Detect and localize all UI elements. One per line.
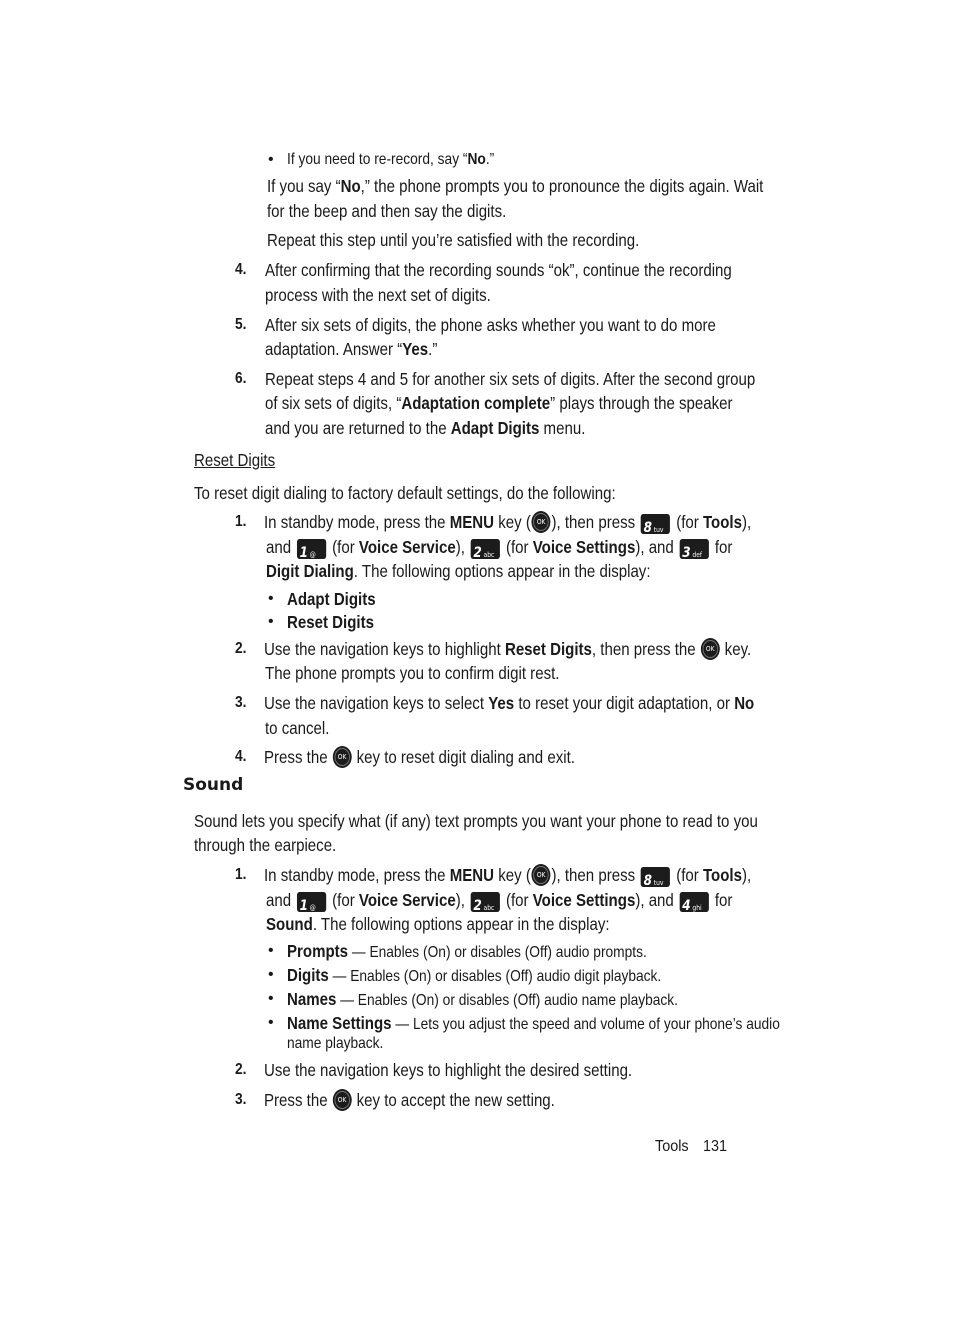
reset-step-1-line-1: In standby mode, press the MENU key ( OK ), then press 8 tuv (for Tools), — [264, 512, 752, 536]
sound-step-1-line-1: In standby mode, press the MENU key ( OK ), then press 8 tuv (for Tools), — [264, 865, 752, 889]
ok-key-icon: OK — [532, 511, 551, 533]
sound-step-1-line-3: Sound. The following options appear in the display: — [266, 914, 610, 934]
step-number: 3. — [235, 694, 247, 711]
key-2-abc-icon: 2 abc — [471, 539, 500, 559]
sound-heading: Sound — [183, 775, 244, 795]
key-8-tuv-icon: 8 tuv — [641, 867, 670, 887]
step-number: 2. — [235, 1061, 247, 1078]
bullet: • — [268, 966, 274, 983]
step-4-line-2: process with the next set of digits. — [265, 285, 491, 305]
reset-intro: To reset digit dialing to factory default settings, do the following: — [194, 483, 616, 503]
sound-intro-line-2: through the earpiece. — [194, 835, 337, 855]
step-number: 2. — [235, 640, 247, 657]
step-number: 5. — [235, 316, 247, 333]
option-prompts: Prompts — Enables (On) or disables (Off) audio prompts. — [287, 941, 647, 961]
reset-step-1-line-3: Digit Dialing. The following options appear in the display: — [266, 561, 651, 581]
ok-key-icon: OK — [333, 746, 352, 768]
step-6-line-1: Repeat steps 4 and 5 for another six sets of digits. After the second group — [265, 369, 756, 389]
bullet: • — [268, 990, 274, 1007]
reset-step-3-line-2: to cancel. — [265, 718, 330, 738]
step-5-line-1: After six sets of digits, the phone asks whether you want to do more — [265, 315, 716, 335]
step-number: 6. — [235, 370, 247, 387]
repeat-text: Repeat this step until you’re satisfied with the recording. — [267, 230, 640, 250]
rerecord-bullet-text: If you need to re-record, say “No.” — [287, 151, 495, 168]
step-5-line-2: adaptation. Answer “Yes.” — [265, 339, 438, 359]
reset-step-4-line-1: Press the OK key to reset digit dialing and exit. — [264, 747, 575, 767]
option-names: Names — Enables (On) or disables (Off) audio name playback. — [287, 989, 678, 1009]
if-no-line-2: for the beep and then say the digits. — [267, 201, 507, 221]
footer-section: Tools — [655, 1138, 689, 1155]
bullet: • — [268, 942, 274, 959]
bullet: • — [268, 151, 274, 168]
reset-digits-heading: Reset Digits — [194, 450, 276, 470]
bullet: • — [268, 613, 274, 630]
key-4-ghi-icon: 4 ghi — [680, 892, 709, 912]
bullet: • — [268, 1014, 274, 1031]
option-name-settings: Name Settings — Lets you adjust the speed and volume of your phone’s audio — [287, 1013, 780, 1033]
step-number: 1. — [235, 866, 247, 883]
reset-step-1-line-2: and 1 @ (for Voice Service), 2 abc (for Voice Settings), and 3 def for — [266, 537, 733, 561]
sound-step-1-line-2: and 1 @ (for Voice Service), 2 abc (for Voice Settings), and 4 ghi for — [266, 890, 733, 914]
if-no-line-1: If you say “No,” the phone prompts you to pronounce the digits again. Wait — [267, 176, 764, 196]
step-6-line-2: of six sets of digits, “Adaptation complete” plays through the speaker — [265, 393, 733, 413]
step-number: 4. — [235, 261, 247, 278]
step-number: 1. — [235, 513, 247, 530]
step-6-line-3: and you are returned to the Adapt Digits menu. — [265, 418, 586, 438]
key-1-voicemail-icon: 1 @ — [297, 539, 326, 559]
reset-step-2-line-2: The phone prompts you to confirm digit rest. — [265, 663, 560, 683]
key-8-tuv-icon: 8 tuv — [641, 514, 670, 534]
reset-step-3-line-1: Use the navigation keys to select Yes to reset your digit adaptation, or No — [264, 693, 755, 713]
step-number: 3. — [235, 1091, 247, 1108]
option-name-settings-line-2: name playback. — [287, 1035, 384, 1052]
sound-step-3: Press the OK key to accept the new setting. — [264, 1090, 555, 1110]
step-4-line-1: After confirming that the recording sounds “ok”, continue the recording — [265, 260, 732, 280]
bullet: • — [268, 590, 274, 607]
sound-intro-line-1: Sound lets you specify what (if any) text prompts you want your phone to read to you — [194, 811, 758, 831]
option-adapt-digits: Adapt Digits — [287, 589, 376, 609]
key-3-def-icon: 3 def — [680, 539, 709, 559]
key-2-abc-icon: 2 abc — [471, 892, 500, 912]
page-number: 131 — [703, 1138, 728, 1155]
option-digits: Digits — Enables (On) or disables (Off) audio digit playback. — [287, 965, 662, 985]
key-1-voicemail-icon: 1 @ — [297, 892, 326, 912]
ok-key-icon: OK — [532, 864, 551, 886]
step-number: 4. — [235, 748, 247, 765]
ok-key-icon: OK — [701, 638, 720, 660]
ok-key-icon: OK — [333, 1089, 352, 1111]
sound-step-2: Use the navigation keys to highlight the desired setting. — [264, 1060, 633, 1080]
option-reset-digits: Reset Digits — [287, 612, 374, 632]
reset-step-2-line-1: Use the navigation keys to highlight Reset Digits, then press the OK key. — [264, 639, 752, 659]
